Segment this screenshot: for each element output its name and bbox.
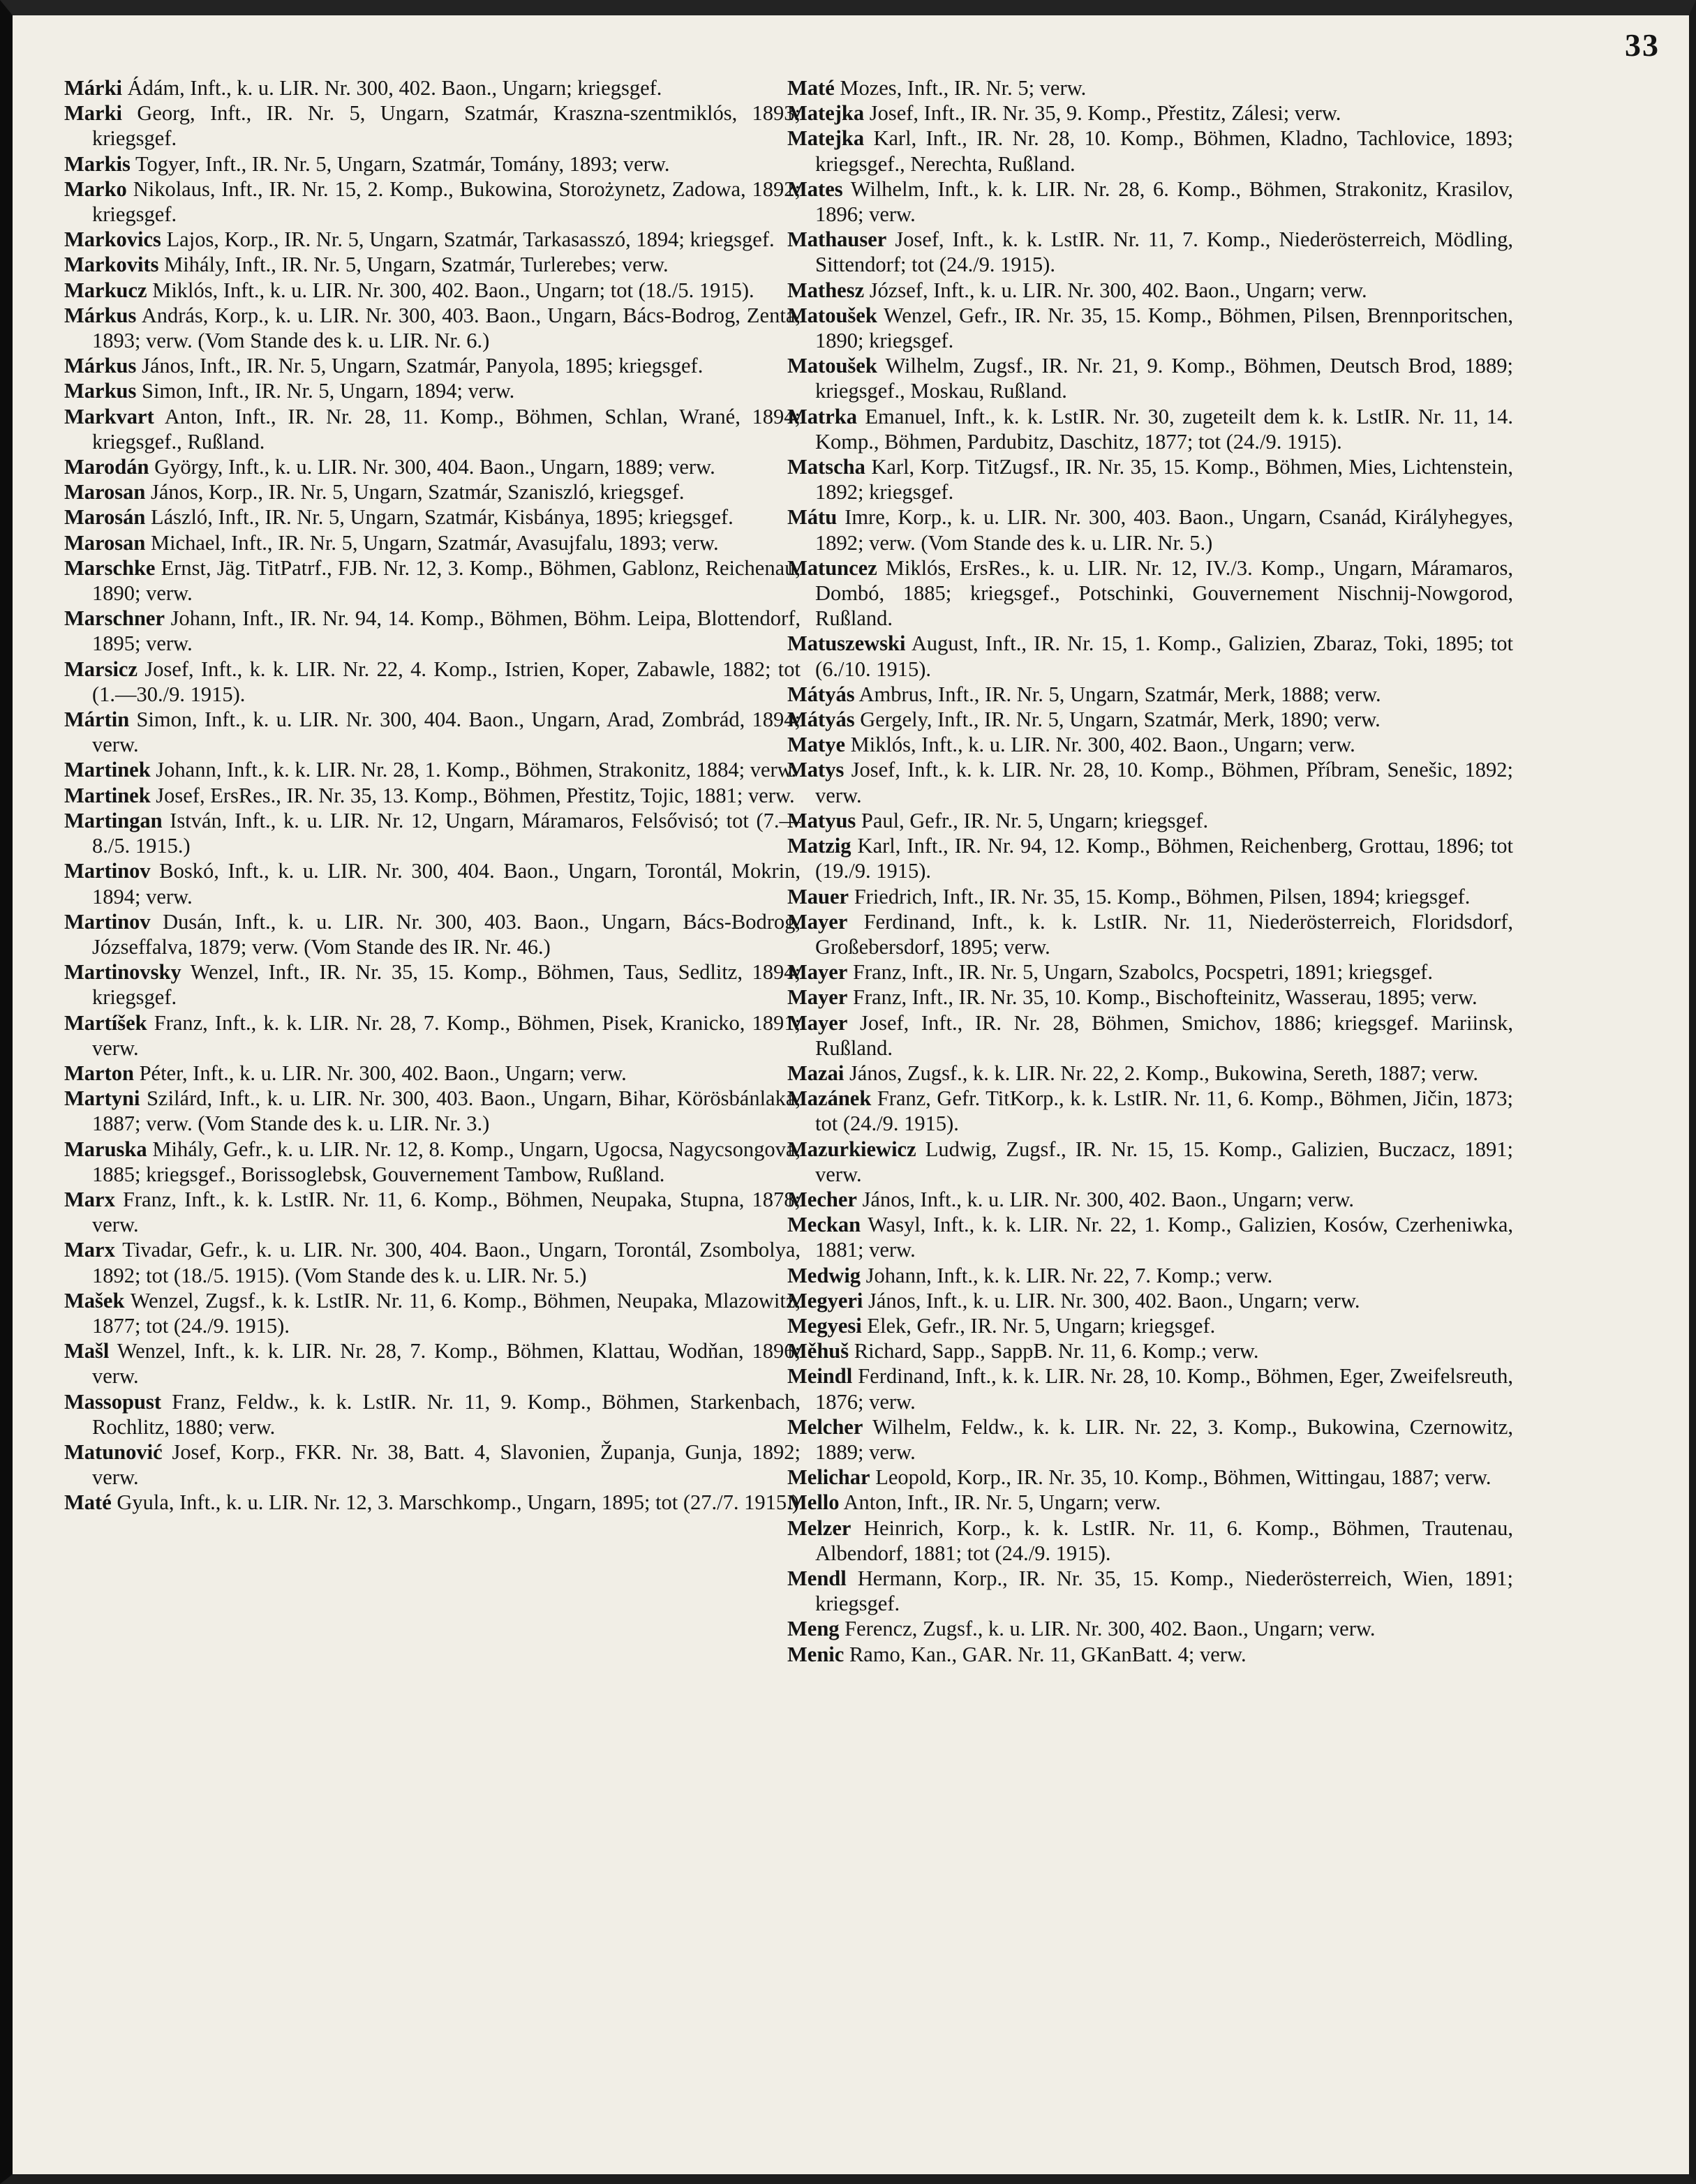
entry-surname: Matys: [787, 758, 845, 782]
entry-surname: Meckan: [787, 1213, 861, 1237]
casualty-entry: [64, 1338, 801, 1389]
entry-details: Szilárd, Inft., k. u. LIR. Nr. 300, 403. Baon., Ungarn, Bihar, Körösbánlaka, 1887; verw. (Vom Stande des k. u. LIR. Nr. 3.): [92, 1086, 801, 1136]
entry-details: Wenzel, Inft., IR. Nr. 35, 15. Komp., Böhmen, Taus, Sedlitz, 1894; kriegsgef.: [92, 960, 801, 1010]
casualty-entry: [64, 783, 801, 808]
casualty-entry: [64, 75, 801, 100]
entry-surname: Markovics: [64, 227, 161, 252]
casualty-entry: [787, 1288, 1513, 1313]
entry-details: Anton, Inft., IR. Nr. 28, 11. Komp., Böhmen, Schlan, Wrané, 1894; kriegsgef., Rußland.: [92, 404, 801, 454]
entry-details: József, Inft., k. u. LIR. Nr. 300, 402. Baon., Ungarn; verw.: [869, 278, 1367, 302]
entry-details: Franz, Inft., k. k. LIR. Nr. 28, 7. Komp., Böhmen, Pisek, Kranicko, 1891; verw.: [92, 1010, 801, 1060]
casualty-entry: [787, 909, 1513, 959]
casualty-entry: [64, 707, 801, 757]
entry-details: Paul, Gefr., IR. Nr. 5, Ungarn; kriegsgef.: [861, 808, 1209, 832]
entry-details: Karl, Korp. TitZugsf., IR. Nr. 35, 15. Komp., Böhmen, Mies, Lichtenstein, 1892; kriegsgef.: [815, 455, 1514, 504]
entry-details: Simon, Inft., IR. Nr. 5, Ungarn, 1894; verw.: [142, 379, 515, 403]
entry-details: Ernst, Jäg. TitPatrf., FJB. Nr. 12, 3. Komp., Böhmen, Gablonz, Reichenau, 1890; verw.: [92, 555, 801, 606]
casualty-entry: [64, 1288, 801, 1338]
casualty-entry: [64, 959, 801, 1010]
entry-details: András, Korp., k. u. LIR. Nr. 300, 403. Baon., Ungarn, Bács-Bodrog, Zenta, 1893; verw. (Vom Stande des k. u. LIR. Nr. 6.): [92, 303, 801, 353]
entry-details: Wilhelm, Feldw., k. k. LIR. Nr. 22, 3. Komp., Bukowina, Czernowitz, 1889; verw.: [815, 1414, 1513, 1464]
casualty-entry: [787, 1616, 1513, 1641]
entry-details: Wenzel, Inft., k. k. LIR. Nr. 28, 7. Komp., Böhmen, Klattau, Wodňan, 1896; verw.: [92, 1339, 801, 1389]
entry-surname: Meng: [787, 1617, 840, 1641]
casualty-entry: [787, 1313, 1513, 1338]
entry-surname: Mátyás: [787, 708, 855, 732]
casualty-entry: [64, 1490, 801, 1515]
casualty-entry: [64, 454, 801, 479]
entry-surname: Marx: [64, 1187, 115, 1211]
entry-details: Imre, Korp., k. u. LIR. Nr. 300, 403. Baon., Ungarn, Csanád, Királyhegyes, 1892; verw. (Vom Stande des k. u. LIR. Nr. 5.): [815, 505, 1514, 555]
entry-surname: Matscha: [787, 455, 865, 479]
casualty-entry: [64, 1137, 801, 1187]
entry-details: Friedrich, Inft., IR. Nr. 35, 15. Komp., Böhmen, Pilsen, 1894; kriegsgef.: [854, 884, 1471, 908]
entry-surname: Měhuš: [787, 1339, 849, 1363]
entry-surname: Mendl: [787, 1566, 847, 1590]
entry-surname: Maruska: [64, 1137, 147, 1161]
casualty-entry: [787, 353, 1513, 403]
entry-surname: Mátyás: [787, 682, 855, 706]
entry-surname: Matoušek: [787, 354, 877, 378]
casualty-entry: [64, 1187, 801, 1237]
entry-details: Gergely, Inft., IR. Nr. 5, Ungarn, Szatmár, Merk, 1890; verw.: [860, 708, 1381, 732]
entry-details: Simon, Inft., k. u. LIR. Nr. 300, 404. Baon., Ungarn, Arad, Zombrád, 1894; verw.: [92, 708, 801, 757]
entry-surname: Megyesi: [787, 1313, 862, 1338]
casualty-entry: [64, 530, 801, 555]
casualty-entry: [64, 858, 801, 908]
entry-surname: Megyeri: [787, 1288, 863, 1312]
entry-surname: Marsicz: [64, 657, 137, 681]
casualty-entry: [787, 100, 1513, 126]
left-column: [64, 75, 801, 1516]
entry-details: Josef, Inft., k. k. LstIR. Nr. 11, 7. Komp., Niederösterreich, Mödling, Sittendorf; tot (24./9. 1915).: [815, 227, 1514, 277]
casualty-entry: [787, 757, 1513, 807]
entry-details: Ferdinand, Inft., k. k. LIR. Nr. 28, 10. Komp., Böhmen, Eger, Zweifelsreuth, 1876; verw.: [815, 1364, 1514, 1414]
entry-details: Mozes, Inft., IR. Nr. 5; verw.: [840, 76, 1087, 100]
casualty-entry: [787, 959, 1513, 985]
entry-details: Johann, Inft., IR. Nr. 94, 14. Komp., Böhmen, Böhm. Leipa, Blottendorf, 1895; verw.: [92, 606, 801, 656]
entry-details: Josef, Inft., IR. Nr. 35, 9. Komp., Přestitz, Zálesi; verw.: [869, 101, 1341, 126]
entry-surname: Mayer: [787, 960, 848, 985]
casualty-entry: [787, 1137, 1513, 1187]
entry-surname: Matuszewski: [787, 631, 906, 656]
casualty-entry: [787, 1010, 1513, 1061]
entry-details: Miklós, Inft., k. u. LIR. Nr. 300, 402. Baon., Ungarn; tot (18./5. 1915).: [152, 278, 754, 302]
entry-surname: Matunović: [64, 1439, 163, 1464]
casualty-entry: [787, 555, 1513, 631]
casualty-entry: [787, 504, 1513, 555]
entry-details: Josef, Inft., k. k. LIR. Nr. 28, 10. Komp., Böhmen, Příbram, Senešic, 1892; verw.: [815, 758, 1514, 807]
entry-surname: Mathesz: [787, 278, 865, 302]
entry-details: Franz, Feldw., k. k. LstIR. Nr. 11, 9. Komp., Böhmen, Starkenbach, Rochlitz, 1880; verw.: [92, 1389, 801, 1439]
casualty-entry: [64, 278, 801, 303]
casualty-entry: [787, 177, 1513, 227]
casualty-entry: [787, 1187, 1513, 1212]
casualty-entry: [64, 757, 801, 782]
page-number: 33: [1625, 27, 1660, 63]
entry-surname: Markus: [64, 379, 137, 403]
casualty-entry: [787, 1212, 1513, 1262]
entry-surname: Mašl: [64, 1339, 110, 1363]
casualty-entry: [787, 808, 1513, 833]
entry-details: Anton, Inft., IR. Nr. 5, Ungarn; verw.: [843, 1490, 1161, 1515]
casualty-entry: [64, 1237, 801, 1287]
entry-details: Gyula, Inft., k. u. LIR. Nr. 12, 3. Marschkomp., Ungarn, 1895; tot (27./7. 1915.): [117, 1490, 799, 1515]
entry-details: Georg, Inft., IR. Nr. 5, Ungarn, Szatmár, Kraszna-szentmiklós, 1893; kriegsgef.: [92, 101, 801, 151]
casualty-entry: [787, 1465, 1513, 1490]
entry-details: Josef, Inft., IR. Nr. 28, Böhmen, Smichov, 1886; kriegsgef. Mariinsk, Rußland.: [815, 1010, 1513, 1060]
entry-surname: Melichar: [787, 1465, 870, 1490]
entry-surname: Markvart: [64, 404, 154, 428]
entry-details: László, Inft., IR. Nr. 5, Ungarn, Szatmár, Kisbánya, 1895; kriegsgef.: [150, 505, 734, 530]
entry-surname: Marschner: [64, 606, 165, 631]
entry-details: Wilhelm, Inft., k. k. LIR. Nr. 28, 6. Komp., Böhmen, Strakonitz, Krasilov, 1896; verw.: [815, 177, 1513, 227]
entry-details: Ludwig, Zugsf., IR. Nr. 15, 15. Komp., Galizien, Buczacz, 1891; verw.: [815, 1137, 1514, 1186]
entry-details: Ambrus, Inft., IR. Nr. 5, Ungarn, Szatmár, Merk, 1888; verw.: [858, 682, 1381, 706]
entry-details: Franz, Inft., k. k. LstIR. Nr. 11, 6. Komp., Böhmen, Neupaka, Stupna, 1878; verw.: [92, 1187, 801, 1237]
entry-surname: Marosan: [64, 530, 146, 555]
entry-details: Togyer, Inft., IR. Nr. 5, Ungarn, Szatmár, Tomány, 1893; verw.: [135, 151, 670, 176]
entry-details: Miklós, ErsRes., k. u. LIR. Nr. 12, IV./3. Komp., Ungarn, Máramaros, Dombó, 1885; kriegsgef., Potschinki, Gouvernement Nischnij-Nowgorod, Rußland.: [815, 555, 1514, 631]
casualty-entry: [787, 227, 1513, 277]
casualty-entry: [64, 353, 801, 378]
entry-details: Ferdinand, Inft., k. k. LstIR. Nr. 11, Niederösterreich, Floridsdorf, Großebersdorf, 1895; verw.: [815, 909, 1513, 959]
entry-details: Ádám, Inft., k. u. LIR. Nr. 300, 402. Baon., Ungarn; kriegsgef.: [127, 76, 662, 100]
casualty-entry: [787, 985, 1513, 1010]
casualty-entry: [787, 682, 1513, 707]
entry-surname: Melzer: [787, 1516, 851, 1540]
entry-details: György, Inft., k. u. LIR. Nr. 300, 404. Baon., Ungarn, 1889; verw.: [154, 455, 715, 479]
entry-surname: Melcher: [787, 1414, 863, 1439]
entry-details: Mihály, Gefr., k. u. LIR. Nr. 12, 8. Komp., Ungarn, Ugocsa, Nagycsongova, 1885; kriegsgef., Borissoglebsk, Gouvernement Tambow, Rußland.: [92, 1137, 801, 1186]
entry-surname: Markovits: [64, 253, 159, 277]
entry-surname: Mazai: [787, 1061, 845, 1085]
entry-surname: Márkus: [64, 303, 137, 327]
entry-surname: Mašek: [64, 1288, 125, 1312]
casualty-entry: [787, 1414, 1513, 1465]
entry-surname: Márki: [64, 76, 123, 100]
casualty-entry: [64, 100, 801, 151]
entry-details: Wilhelm, Zugsf., IR. Nr. 21, 9. Komp., Böhmen, Deutsch Brod, 1889; kriegsgef., Moskau, Rußland.: [815, 354, 1514, 403]
casualty-entry: [64, 479, 801, 504]
entry-surname: Márkus: [64, 354, 137, 378]
casualty-entry: [64, 1010, 801, 1061]
entry-surname: Menic: [787, 1642, 845, 1666]
casualty-entry: [64, 378, 801, 403]
entry-surname: Medwig: [787, 1263, 861, 1287]
entry-surname: Marodán: [64, 455, 149, 479]
casualty-entry: [64, 657, 801, 707]
entry-surname: Mello: [787, 1490, 840, 1515]
casualty-entry: [787, 278, 1513, 303]
casualty-entry: [787, 1338, 1513, 1363]
entry-surname: Marki: [64, 101, 123, 126]
entry-surname: Marx: [64, 1238, 115, 1262]
entry-surname: Markucz: [64, 278, 147, 302]
entry-details: István, Inft., k. u. LIR. Nr. 12, Ungarn, Máramaros, Felsővisó; tot (7.—8./5. 1915.): [92, 808, 801, 858]
entry-details: Johann, Inft., k. k. LIR. Nr. 22, 7. Komp.; verw.: [865, 1263, 1273, 1287]
casualty-entry: [64, 1061, 801, 1086]
casualty-entry: [64, 252, 801, 277]
casualty-entry: [787, 1061, 1513, 1086]
casualty-entry: [64, 151, 801, 177]
casualty-entry: [64, 1439, 801, 1490]
entry-surname: Martinovsky: [64, 960, 181, 985]
casualty-entry: [64, 909, 801, 959]
entry-surname: Martinek: [64, 758, 151, 782]
casualty-entry: [64, 404, 801, 454]
casualty-entry: [64, 177, 801, 227]
entry-details: Karl, Inft., IR. Nr. 28, 10. Komp., Böhmen, Kladno, Tachlovice, 1893; kriegsgef., Nerechta, Rußland.: [815, 126, 1513, 176]
entry-details: Miklós, Inft., k. u. LIR. Nr. 300, 402. Baon., Ungarn; verw.: [850, 733, 1355, 757]
entry-details: János, Inft., IR. Nr. 5, Ungarn, Szatmár, Panyola, 1895; kriegsgef.: [142, 354, 704, 378]
entry-details: Franz, Inft., IR. Nr. 5, Ungarn, Szabolcs, Pocspetri, 1891; kriegsgef.: [853, 960, 1433, 985]
entry-surname: Martyni: [64, 1086, 140, 1111]
entry-surname: Mazurkiewicz: [787, 1137, 916, 1161]
entry-details: János, Inft., k. u. LIR. Nr. 300, 402. Baon., Ungarn; verw.: [868, 1288, 1360, 1312]
casualty-entry: [787, 1642, 1513, 1667]
entry-surname: Martingan: [64, 808, 163, 832]
entry-details: Karl, Inft., IR. Nr. 94, 12. Komp., Böhmen, Reichenberg, Grottau, 1896; tot (19./9. 1915).: [815, 834, 1514, 883]
entry-details: Lajos, Korp., IR. Nr. 5, Ungarn, Szatmár, Tarkasasszó, 1894; kriegsgef.: [166, 227, 775, 252]
entry-surname: Maté: [787, 76, 835, 100]
entry-surname: Mazánek: [787, 1086, 872, 1111]
entry-surname: Matoušek: [787, 303, 877, 327]
casualty-entry: [64, 606, 801, 656]
entry-surname: Marton: [64, 1061, 134, 1085]
casualty-entry: [787, 631, 1513, 681]
entry-details: August, Inft., IR. Nr. 15, 1. Komp., Galizien, Zbaraz, Toki, 1895; tot (6./10. 1915).: [815, 631, 1513, 681]
entry-details: Wenzel, Zugsf., k. k. LstIR. Nr. 11, 6. Komp., Böhmen, Neupaka, Mlazowitz, 1877; tot (24./9. 1915).: [92, 1288, 801, 1338]
right-column: [787, 75, 1513, 1667]
entry-surname: Mates: [787, 177, 843, 201]
casualty-entry: [64, 504, 801, 530]
entry-details: Leopold, Korp., IR. Nr. 35, 10. Komp., Böhmen, Wittingau, 1887; verw.: [875, 1465, 1492, 1490]
entry-details: János, Korp., IR. Nr. 5, Ungarn, Szatmár, Szaniszló, kriegsgef.: [150, 480, 685, 504]
entry-surname: Matrka: [787, 404, 857, 428]
entry-details: János, Inft., k. u. LIR. Nr. 300, 402. Baon., Ungarn; verw.: [862, 1187, 1355, 1211]
casualty-entry: [787, 732, 1513, 757]
entry-surname: Mártin: [64, 708, 130, 732]
casualty-entry: [64, 1389, 801, 1439]
casualty-entry: [64, 303, 801, 353]
entry-details: Wasyl, Inft., k. k. LIR. Nr. 22, 1. Komp., Galizien, Kosów, Czerheniwka, 1881; verw.: [815, 1213, 1513, 1262]
entry-surname: Mecher: [787, 1187, 857, 1211]
entry-surname: Mayer: [787, 909, 848, 934]
entry-surname: Meindl: [787, 1364, 853, 1389]
entry-details: Péter, Inft., k. u. LIR. Nr. 300, 402. Baon., Ungarn; verw.: [139, 1061, 627, 1085]
entry-details: Mihály, Inft., IR. Nr. 5, Ungarn, Szatmár, Turlerebes; verw.: [164, 253, 669, 277]
entry-details: Emanuel, Inft., k. k. LstIR. Nr. 30, zugeteilt dem k. k. LstIR. Nr. 11, 14. Komp., Böhmen, Pardubitz, Daschitz, 1877; tot (24./9. 1915).: [815, 404, 1513, 454]
entry-surname: Maté: [64, 1490, 112, 1515]
entry-details: Josef, ErsRes., IR. Nr. 35, 13. Komp., Böhmen, Přestitz, Tojic, 1881; verw.: [156, 783, 795, 807]
entry-surname: Mátu: [787, 505, 838, 530]
entry-details: Josef, Inft., k. k. LIR. Nr. 22, 4. Komp., Istrien, Koper, Zabawle, 1882; tot (1.—30./9. 1915).: [92, 657, 801, 706]
casualty-entry: [787, 1490, 1513, 1515]
casualty-entry: [64, 555, 801, 606]
entry-surname: Matejka: [787, 101, 865, 126]
casualty-entry: [787, 454, 1513, 504]
casualty-entry: [787, 303, 1513, 353]
entry-surname: Martinek: [64, 783, 151, 807]
entry-details: Elek, Gefr., IR. Nr. 5, Ungarn; kriegsgef.: [867, 1313, 1216, 1338]
entry-details: Ramo, Kan., GAR. Nr. 11, GKanBatt. 4; verw.: [849, 1642, 1247, 1666]
entry-surname: Mayer: [787, 985, 848, 1010]
entry-surname: Marko: [64, 177, 127, 201]
entry-details: Wenzel, Gefr., IR. Nr. 35, 15. Komp., Böhmen, Pilsen, Brennporitschen, 1890; kriegsgef.: [815, 303, 1513, 353]
casualty-entry: [787, 884, 1513, 909]
entry-details: Heinrich, Korp., k. k. LstIR. Nr. 11, 6. Komp., Böhmen, Trautenau, Albendorf, 1881; tot (24./9. 1915).: [815, 1516, 1514, 1565]
casualty-entry: [787, 833, 1513, 883]
entry-surname: Mauer: [787, 884, 849, 908]
casualty-entry: [787, 1263, 1513, 1288]
entry-surname: Matejka: [787, 126, 865, 151]
entry-surname: Martinov: [64, 909, 151, 934]
entry-surname: Matye: [787, 733, 845, 757]
entry-details: Michael, Inft., IR. Nr. 5, Ungarn, Szatmár, Avasujfalu, 1893; verw.: [150, 530, 719, 555]
casualty-entry: [64, 808, 801, 858]
entry-surname: Mathauser: [787, 227, 887, 252]
entry-surname: Marosan: [64, 480, 146, 504]
entry-details: János, Zugsf., k. k. LIR. Nr. 22, 2. Komp., Bukowina, Sereth, 1887; verw.: [849, 1061, 1479, 1085]
entry-details: Franz, Inft., IR. Nr. 35, 10. Komp., Bischofteinitz, Wasserau, 1895; verw.: [853, 985, 1478, 1010]
casualty-entry: [64, 1086, 801, 1136]
entry-details: Dusán, Inft., k. u. LIR. Nr. 300, 403. Baon., Ungarn, Bács-Bodrog, Józseffalva, 1879; verw. (Vom Stande des IR. Nr. 46.): [92, 909, 801, 959]
casualty-entry: [787, 126, 1513, 176]
entry-surname: Matzig: [787, 834, 851, 858]
entry-surname: Martíšek: [64, 1010, 147, 1035]
entry-surname: Massopust: [64, 1389, 161, 1414]
entry-surname: Martinov: [64, 859, 151, 883]
entry-surname: Marschke: [64, 555, 156, 580]
casualty-entry: [787, 1363, 1513, 1414]
entry-surname: Marosán: [64, 505, 146, 530]
entry-details: Hermann, Korp., IR. Nr. 35, 15. Komp., Niederösterreich, Wien, 1891; kriegsgef.: [815, 1566, 1513, 1616]
entry-details: Johann, Inft., k. k. LIR. Nr. 28, 1. Komp., Böhmen, Strakonitz, 1884; verw.: [156, 758, 797, 782]
entry-details: Franz, Gefr. TitKorp., k. k. LstIR. Nr. 11, 6. Komp., Böhmen, Jičin, 1873; tot (24./9. 1915).: [815, 1086, 1513, 1136]
entry-surname: Markis: [64, 151, 131, 176]
entry-details: Ferencz, Zugsf., k. u. LIR. Nr. 300, 402. Baon., Ungarn; verw.: [845, 1617, 1376, 1641]
entry-details: Josef, Korp., FKR. Nr. 38, Batt. 4, Slavonien, Županja, Gunja, 1892; verw.: [92, 1439, 801, 1490]
entry-details: Nikolaus, Inft., IR. Nr. 15, 2. Komp., Bukowina, Storożynetz, Zadowa, 1892; kriegsgef.: [92, 177, 801, 227]
casualty-entry: [787, 707, 1513, 732]
casualty-entry: [787, 75, 1513, 100]
entry-details: Richard, Sapp., SappB. Nr. 11, 6. Komp.; verw.: [854, 1339, 1259, 1363]
casualty-entry: [787, 1086, 1513, 1136]
casualty-entry: [787, 1566, 1513, 1616]
casualty-entry: [787, 1516, 1513, 1566]
casualty-entry: [64, 227, 801, 252]
entry-surname: Mayer: [787, 1010, 848, 1035]
entry-details: Tivadar, Gefr., k. u. LIR. Nr. 300, 404. Baon., Ungarn, Torontál, Zsombolya, 1892; tot (18./5. 1915). (Vom Stande des k. u. LIR. Nr. 5.): [92, 1238, 801, 1287]
entry-surname: Matyus: [787, 808, 856, 832]
entry-details: Boskó, Inft., k. u. LIR. Nr. 300, 404. Baon., Ungarn, Torontál, Mokrin, 1894; verw.: [92, 859, 801, 908]
casualty-entry: [787, 404, 1513, 454]
entry-surname: Matuncez: [787, 555, 877, 580]
